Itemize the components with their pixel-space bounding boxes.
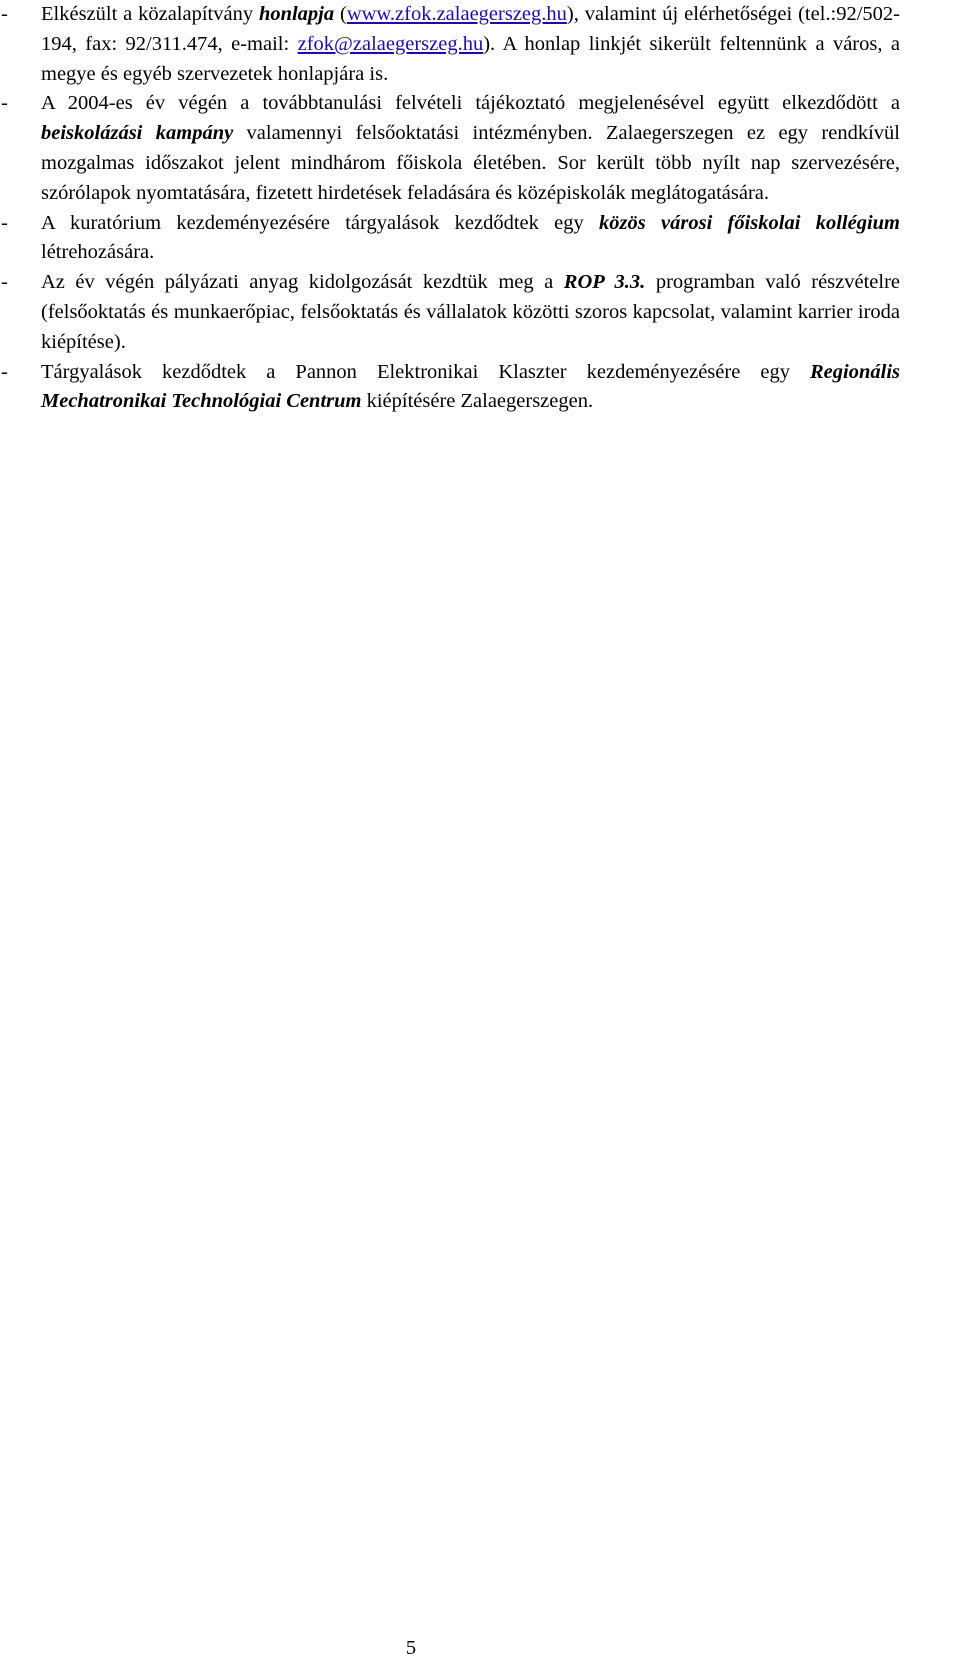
text-run: A 2004-es év végén a továbbtanulási felvételi tájékoztató megjelenésével együtt elkezdődött a xyxy=(41,92,900,115)
text-run: Elkészült a közalapítvány xyxy=(41,3,259,25)
list-item-dormitory xyxy=(0,209,900,269)
bullet-dash: - xyxy=(1,271,8,294)
list-item-campaign xyxy=(0,89,900,208)
text-run: létrehozására. xyxy=(41,241,155,264)
emphasis-text: beiskolázási kampány xyxy=(41,122,234,145)
bullet-dash: - xyxy=(1,360,8,383)
emphasis-text: Regionális Mechatronikai Technológiai Centrum xyxy=(41,360,900,413)
page-number: 5 xyxy=(405,1637,417,1659)
emphasis-text: ROP 3.3. xyxy=(563,271,646,294)
text-run: A kuratórium kezdeményezésére tárgyalások kezdődtek egy xyxy=(41,211,600,234)
bullet-dash: - xyxy=(1,211,8,234)
emphasis-text: honlapja xyxy=(258,3,335,25)
bullet-dash: - xyxy=(1,3,8,25)
text-run: ( xyxy=(334,3,347,25)
text-run: valamennyi felsőoktatási intézményben. Zalaegerszegen ez egy rendkívül mozgalmas időszakot jelent mindhárom főiskola életében. Sor került több nyílt nap szervezésére, szórólapok nyomtatására, fizetett hirdetések feladására és középiskolák meglátogatására. xyxy=(41,122,900,204)
list-item-rop xyxy=(0,268,900,357)
email-link[interactable]: zfok@zalaegerszeg.hu xyxy=(297,32,484,55)
text-run: programban való részvételre (felsőoktatás és munkaerőpiac, felsőoktatás és vállalatok közötti szoros kapcsolat, valamint karrier iroda kiépítése). xyxy=(41,271,901,353)
emphasis-text: közös városi főiskolai kollégium xyxy=(599,211,900,234)
text-run: Az év végén pályázati anyag kidolgozását kezdtük meg a xyxy=(41,271,564,294)
text-run: ), valamint új elérhetőségei (tel.:92/502-194, fax: 92/311.474, e-mail: xyxy=(41,3,900,55)
document-body xyxy=(0,0,900,417)
list-item-mechatronics xyxy=(0,358,900,418)
text-run: ). A honlap linkjét sikerült feltennünk a város, a megye és egyéb szervezetek honlapjára is. xyxy=(41,32,900,85)
text-run: kiépítésére Zalaegerszegen. xyxy=(361,390,594,413)
bullet-dash: - xyxy=(1,92,8,115)
website-link[interactable]: www.zfok.zalaegerszeg.hu xyxy=(346,3,567,25)
text-run: Tárgyalások kezdődtek a Pannon Elektronikai Klaszter kezdeményezésére egy xyxy=(41,360,810,383)
list-item-website xyxy=(0,0,900,89)
